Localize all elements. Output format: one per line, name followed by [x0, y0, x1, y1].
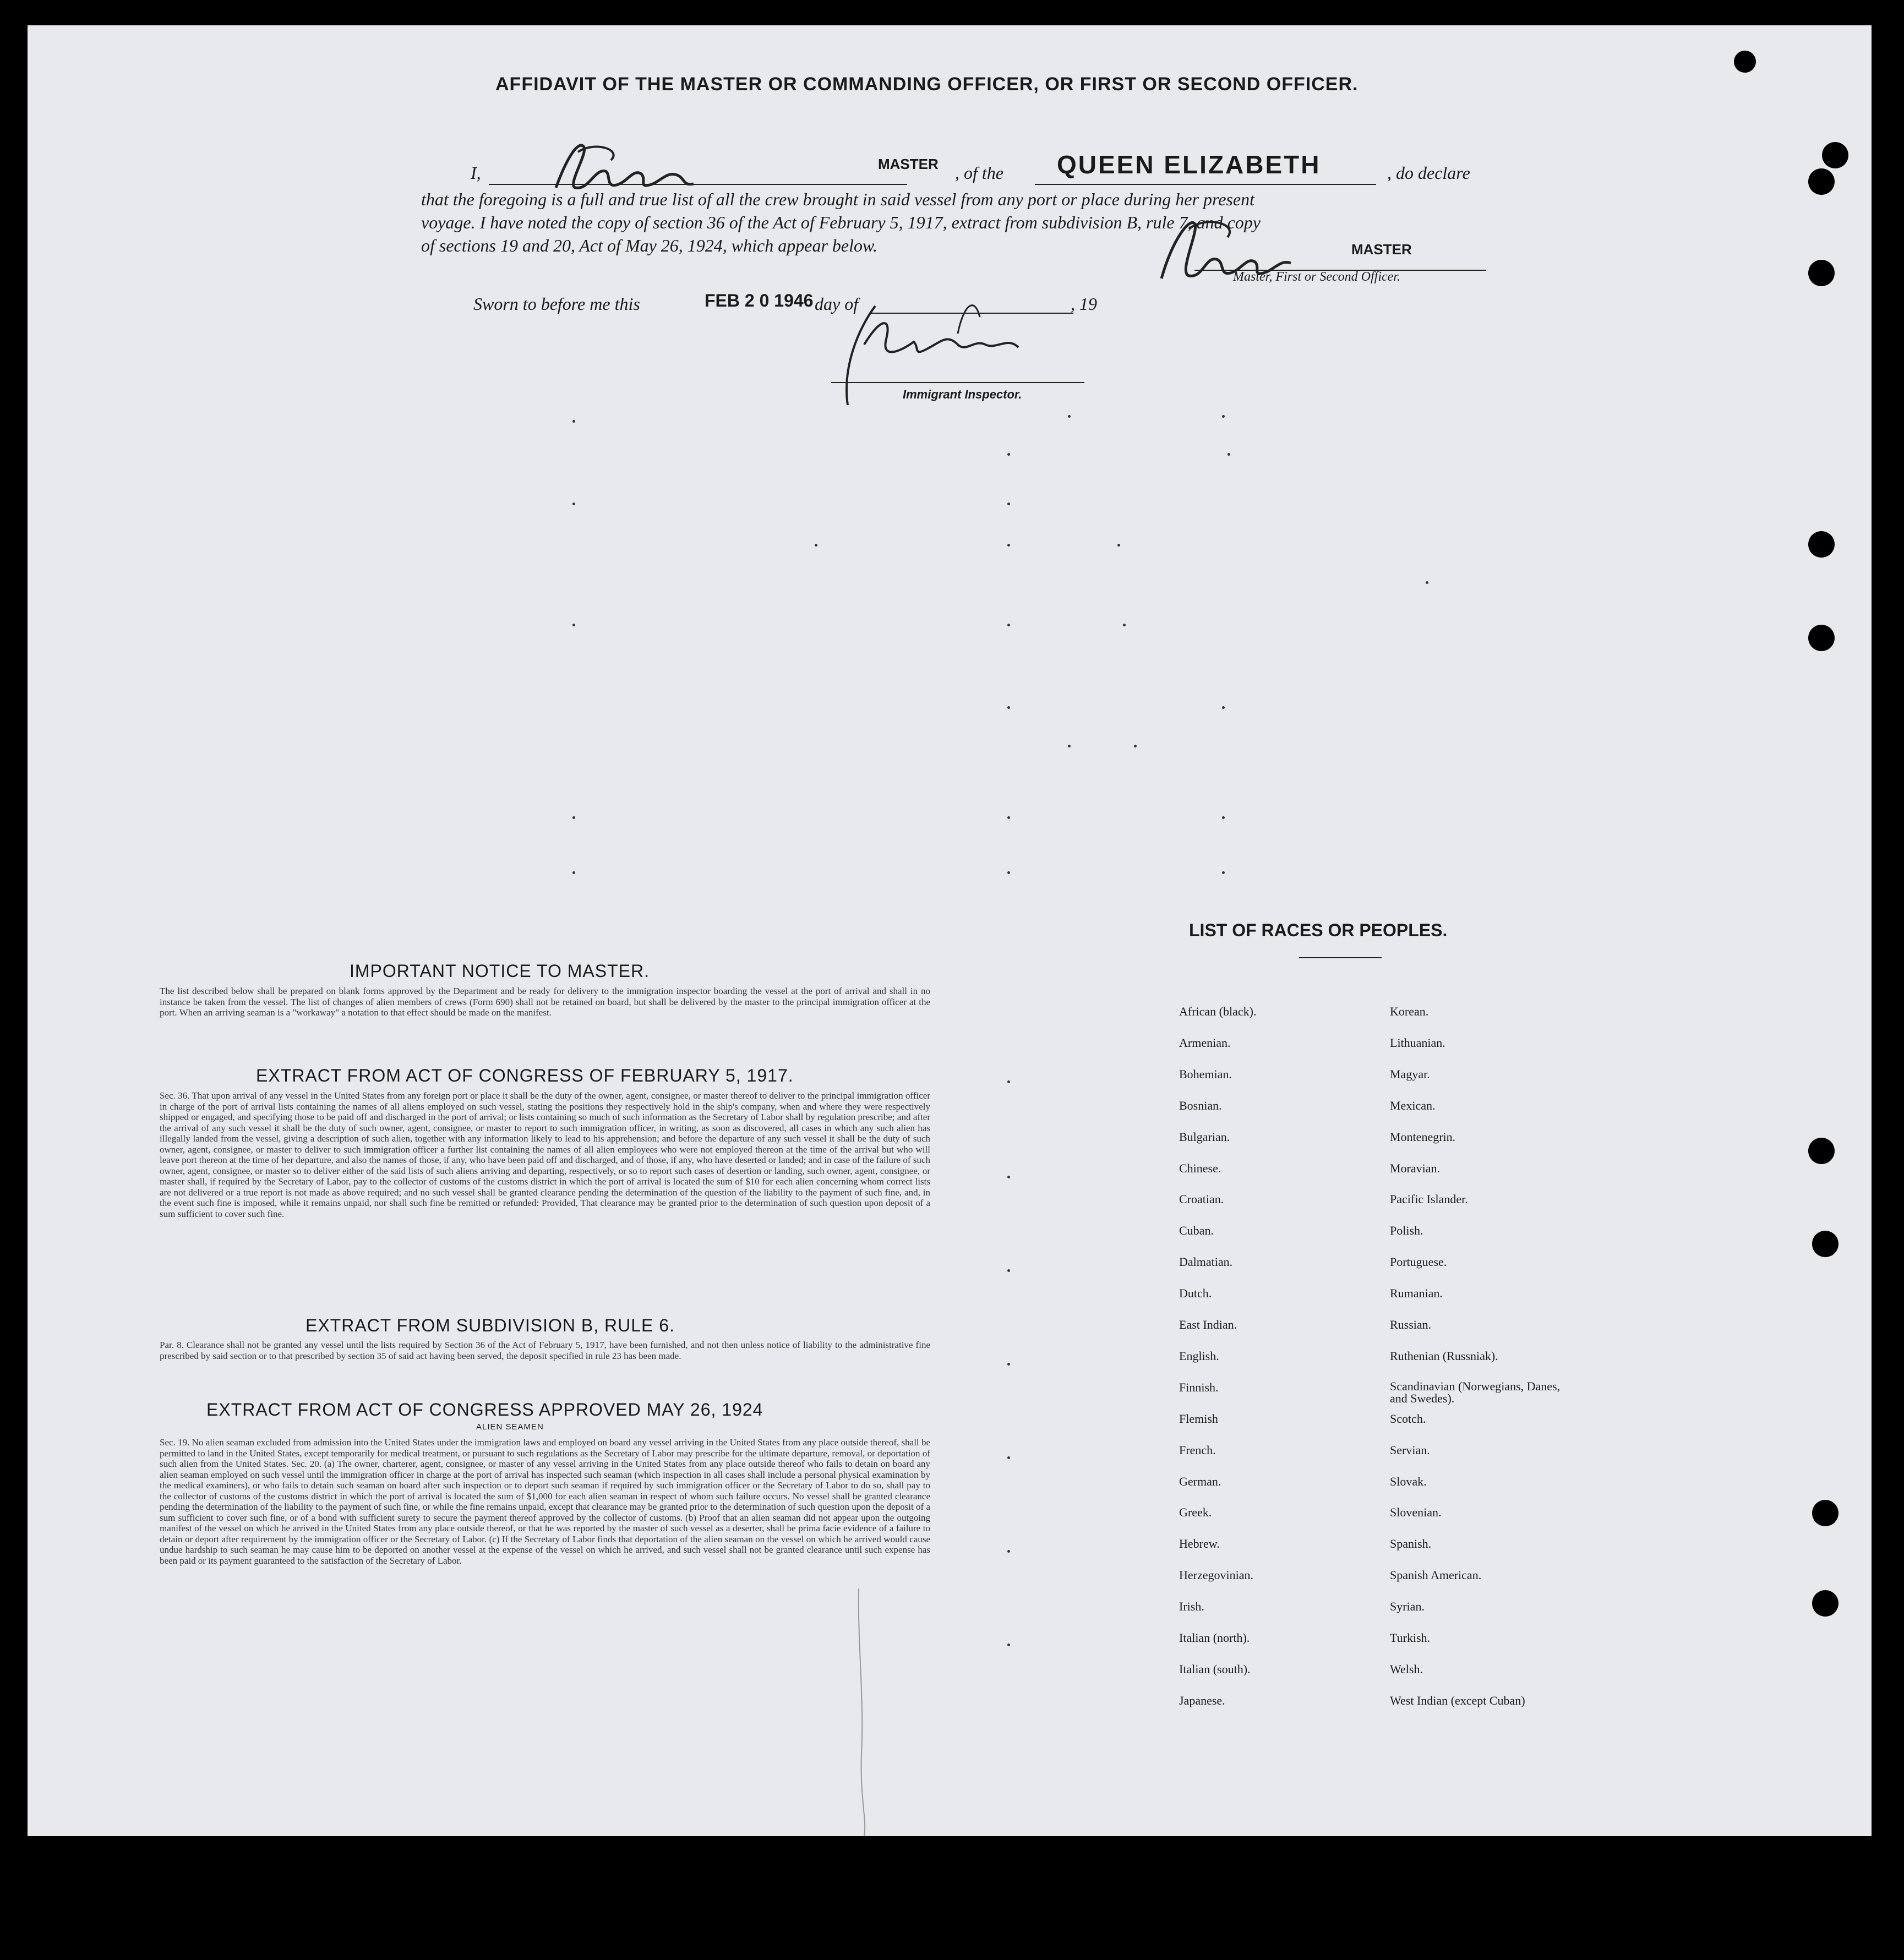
guide-dot	[1007, 816, 1010, 819]
extract-1917-title: EXTRACT FROM ACT OF CONGRESS OF FEBRUARY 5, 1917.	[256, 1066, 794, 1085]
race-item: Greek.	[1179, 1505, 1212, 1520]
race-item: Korean.	[1390, 1004, 1429, 1018]
guide-dot	[1222, 871, 1225, 874]
race-item: Spanish.	[1390, 1537, 1432, 1551]
guide-dot	[1227, 453, 1230, 456]
binder-hole	[1808, 168, 1835, 195]
guide-dot	[1007, 453, 1010, 456]
subdivision-text: Par. 8. Clearance shall not be granted any vessel until the lists required by Section 36 of the Act of February 5, 1917, have been furnished, and not then unless notice of liability to the administrative fine prescribed by said section or to that prescribed by section 35 of said act having been served, the deposit specified in rule 23 has been made.	[160, 1340, 930, 1361]
guide-dot	[572, 503, 575, 505]
races-title: LIST OF RACES OR PEOPLES.	[1189, 920, 1448, 940]
race-item: Scandinavian (Norwegians, Danes, and Swedes).	[1390, 1379, 1561, 1405]
guide-dot	[1222, 415, 1225, 418]
binder-hole	[1812, 1231, 1838, 1257]
race-item: Spanish American.	[1390, 1568, 1482, 1582]
guide-dot	[1068, 415, 1071, 418]
guide-dot	[572, 420, 575, 423]
extract-1924-subtitle: ALIEN SEAMEN	[476, 1422, 544, 1432]
guide-dot	[1134, 745, 1137, 747]
race-item: Dutch.	[1179, 1286, 1212, 1301]
vessel-line	[1035, 184, 1376, 185]
year-label: , 19	[1071, 294, 1097, 314]
race-item: Montenegrin.	[1390, 1129, 1456, 1144]
race-item: Slovak.	[1390, 1474, 1427, 1488]
race-item: Flemish	[1179, 1411, 1218, 1426]
race-item: Italian (north).	[1179, 1631, 1250, 1645]
extract-1924-title: EXTRACT FROM ACT OF CONGRESS APPROVED MAY 26, 1924	[206, 1400, 763, 1420]
guide-dot	[1007, 1080, 1010, 1083]
race-item: Portuguese.	[1390, 1255, 1447, 1269]
binder-hole	[1808, 531, 1835, 558]
race-item: Herzegovinian.	[1179, 1568, 1253, 1582]
binder-hole	[1808, 260, 1835, 286]
guide-dot	[1007, 871, 1010, 874]
binder-hole	[1734, 51, 1756, 73]
race-item: Irish.	[1179, 1599, 1204, 1614]
guide-dot	[572, 816, 575, 819]
extract-1924-text: Sec. 19. No alien seaman excluded from admission into the United States under the immigration laws and employed on board any vessel arriving in the United States from any place outside thereof, shall be permitted to land in the United States, except temporarily for medical treatment, or pursuant to such regulations as the Secretary of Labor may prescribe for the ultimate departure, removal, or deportation of such alien from the United States. Sec. 20. (a) The owner, charterer, agent, consignee, or master of any vessel arriving in the United States from any place outside thereof who fails to detain on board any alien seaman employed on such vessel until the immigration officer in charge at the port of arrival has inspected such seaman (which inspection in all cases shall include a personal physical examination by the medical examiners), or who fails to detain such seaman on board after such inspection or to deport such seaman if required by such immigration officer or the Secretary of Labor to do so, shall pay to the collector of customs of the customs district in which the port of arrival is located the sum of $1,000 for each alien seaman in respect of whom such failure occurs. No vessel shall be granted clearance pending the determination of the liability to the payment of such fine, or while the fine remains unpaid, except that clearance may be granted prior to the determination of such question upon the deposit of a sum sufficient to cover such fine, or of a bond with sufficient surety to secure the payment thereof approved by the collector of customs. (b) Proof that an alien seaman did not appear upon the outgoing manifest of the vessel on which he arrived in the United States from any place outside thereof, or that he was reported by the master of such vessel as a deserter, shall be prima facie evidence of a failure to detain or deport after requirement by the immigration officer or the Secretary of Labor. (c) If the Secretary of Labor finds that deportation of the alien seaman on the vessel on which he arrived would cause undue hardship to such seaman he may cause him to be deported on another vessel at the expense of the vessel on which he arrived, and such vessel shall not be granted clearance until such expense has been paid or its payment guaranteed to the satisfaction of the Secretary of Labor.	[160, 1437, 930, 1566]
race-item: Pacific Islander.	[1390, 1192, 1468, 1206]
guide-dot	[1007, 1363, 1010, 1366]
race-item: Moravian.	[1390, 1161, 1441, 1175]
guide-dot	[1007, 1644, 1010, 1646]
race-item: Polish.	[1390, 1224, 1423, 1238]
race-item: Servian.	[1390, 1443, 1430, 1457]
binder-hole	[1808, 625, 1835, 651]
races-title-rule	[1299, 957, 1382, 958]
extract-1917-text: Sec. 36. That upon arrival of any vessel in the United States from any foreign port or place it shall be the duty of the owner, agent, consignee, or master thereof to deliver to the principal immigration officer in charge of the port of arrival lists containing the names of all aliens employed on such vessel, stating the positions they respectively hold in the ship's company, when and where they were respectively shipped or engaged, and specifying those to be paid off and discharged in the port of arrival; or lists containing so much of such information as the Secretary of Labor shall by regulation prescribe; and after the arrival of any such vessel it shall be the duty of such owner, agent, consignee, or master to report to such immigration officer, in writing, as soon as discovered, all cases in which any such alien has illegally landed from the vessel, giving a description of such alien, together with any information likely to lead to his apprehension; and before the departure of any such vessel it shall be the duty of such owner, agent, consignee, or master to deliver to such immigration officer a further list containing the names of all alien employees who were not employed thereon at the time of the arrival but who will leave port thereon at the time of her departure, and also the names of those, if any, who have been paid off and discharged, and of those, if any, who have deserted or landed; and in case of the failure of such owner, agent, consignee, or master so to deliver either of the said lists of such aliens arriving and departing, respectively, or so to report such cases of desertion or landing, such owner, agent, consignee, or master shall, if required by the Secretary of Labor, pay to the collector of customs of the customs district in which the port of arrival is located the sum of $10 for each alien concerning whom correct lists are not delivered or a true report is not made as above required; and no such vessel shall be granted clearance pending the determination of the question of the liability to the payment of such fine, and, in the event such fine is imposed, while it remains unpaid, nor shall such fine be remitted or refunded: Provided, That clearance may be granted prior to the determination of such question upon deposit of a sum sufficient to cover such fine.	[160, 1090, 930, 1219]
document-page	[28, 25, 1872, 1836]
notice-title: IMPORTANT NOTICE TO MASTER.	[350, 961, 650, 981]
of-the-label: , of the	[955, 163, 1003, 183]
master-title: MASTER	[878, 156, 939, 172]
guide-dot	[1123, 624, 1126, 626]
race-item: Mexican.	[1390, 1098, 1436, 1112]
guide-dot	[1068, 745, 1071, 747]
race-item: Cuban.	[1179, 1224, 1214, 1238]
race-item: Chinese.	[1179, 1161, 1221, 1175]
guide-dot	[815, 544, 817, 547]
guide-dot	[1007, 706, 1010, 709]
page-crease	[842, 1588, 875, 1836]
race-item: Croatian.	[1179, 1192, 1224, 1206]
guide-dot	[1007, 1176, 1010, 1178]
guide-dot	[1007, 503, 1010, 505]
race-item: Bohemian.	[1179, 1067, 1232, 1081]
master-stamp: MASTER	[1351, 241, 1412, 258]
race-item: Welsh.	[1390, 1662, 1423, 1676]
race-item: Syrian.	[1390, 1599, 1425, 1614]
race-item: Rumanian.	[1390, 1286, 1443, 1301]
race-item: West Indian (except Cuban)	[1390, 1693, 1525, 1707]
race-item: African (black).	[1179, 1004, 1257, 1018]
guide-dot	[1007, 544, 1010, 547]
affidavit-title: AFFIDAVIT OF THE MASTER OR COMMANDING OFFICER, OR FIRST OR SECOND OFFICER.	[495, 74, 1359, 95]
sworn-label: Sworn to before me this	[473, 294, 640, 314]
race-item: Italian (south).	[1179, 1662, 1251, 1676]
race-item: East Indian.	[1179, 1318, 1237, 1331]
vessel-name: QUEEN ELIZABETH	[1057, 150, 1321, 179]
guide-dot	[572, 871, 575, 874]
guide-dot	[1007, 1269, 1010, 1272]
declarant-i-label: I,	[471, 163, 481, 183]
master-signature	[545, 135, 721, 196]
guide-dot	[1222, 816, 1225, 819]
race-item: Russian.	[1390, 1318, 1432, 1331]
notice-text: The list described below shall be prepared on blank forms approved by the Department and be ready for delivery to the immigration inspector boarding the vessel at the port of arrival and shall in no instance be taken from the vessel. The list of changes of alien members of crews (Form 690) shall not be retained on board, but shall be delivered by the master to the principal immigration officer at the port. When an arriving seaman is a "workaway" a notation to that effect should be made on the manifest.	[160, 986, 930, 1018]
do-declare-label: , do declare	[1387, 163, 1470, 183]
race-item: Magyar.	[1390, 1067, 1430, 1081]
day-of-label: day of	[815, 294, 859, 314]
race-item: Scotch.	[1390, 1411, 1426, 1426]
race-item: Japanese.	[1179, 1693, 1225, 1707]
race-item: Dalmatian.	[1179, 1255, 1233, 1269]
binder-hole	[1812, 1500, 1838, 1526]
race-item: Finnish.	[1179, 1380, 1219, 1394]
race-item: Turkish.	[1390, 1631, 1431, 1645]
binder-hole	[1812, 1590, 1838, 1617]
guide-dot	[1007, 1550, 1010, 1553]
race-item: French.	[1179, 1443, 1216, 1457]
inspector-caption: Immigrant Inspector.	[903, 387, 1022, 401]
officer-caption: Master, First or Second Officer.	[1233, 270, 1400, 284]
guide-dot	[572, 624, 575, 626]
race-item: Ruthenian (Russniak).	[1390, 1348, 1498, 1363]
guide-dot	[1117, 544, 1120, 547]
race-item: English.	[1179, 1348, 1219, 1363]
guide-dot	[1222, 706, 1225, 709]
race-item: Slovenian.	[1390, 1505, 1442, 1520]
race-item: Hebrew.	[1179, 1537, 1220, 1551]
race-item: Lithuanian.	[1390, 1035, 1445, 1050]
declaration-line-1: that the foregoing is a full and true list of all the crew brought in said vessel from any port or place during her present	[421, 189, 1254, 209]
guide-dot	[1007, 624, 1010, 626]
sworn-date: FEB 2 0 1946	[705, 291, 814, 310]
guide-dot	[1007, 1456, 1010, 1459]
declaration-line-3: of sections 19 and 20, Act of May 26, 1924, which appear below.	[421, 236, 877, 255]
subdivision-title: EXTRACT FROM SUBDIVISION B, RULE 6.	[305, 1315, 675, 1335]
inspector-line	[831, 382, 1084, 383]
race-item: Bosnian.	[1179, 1098, 1222, 1112]
binder-hole	[1822, 142, 1848, 168]
race-item: German.	[1179, 1474, 1221, 1488]
guide-dot	[1426, 581, 1428, 584]
race-item: Armenian.	[1179, 1035, 1231, 1050]
race-item: Bulgarian.	[1179, 1129, 1230, 1144]
binder-hole	[1808, 1138, 1835, 1164]
declaration-line-2: voyage. I have noted the copy of section 36 of the Act of February 5, 1917, extract from subdivision B, rule 7, and copy	[421, 212, 1261, 232]
